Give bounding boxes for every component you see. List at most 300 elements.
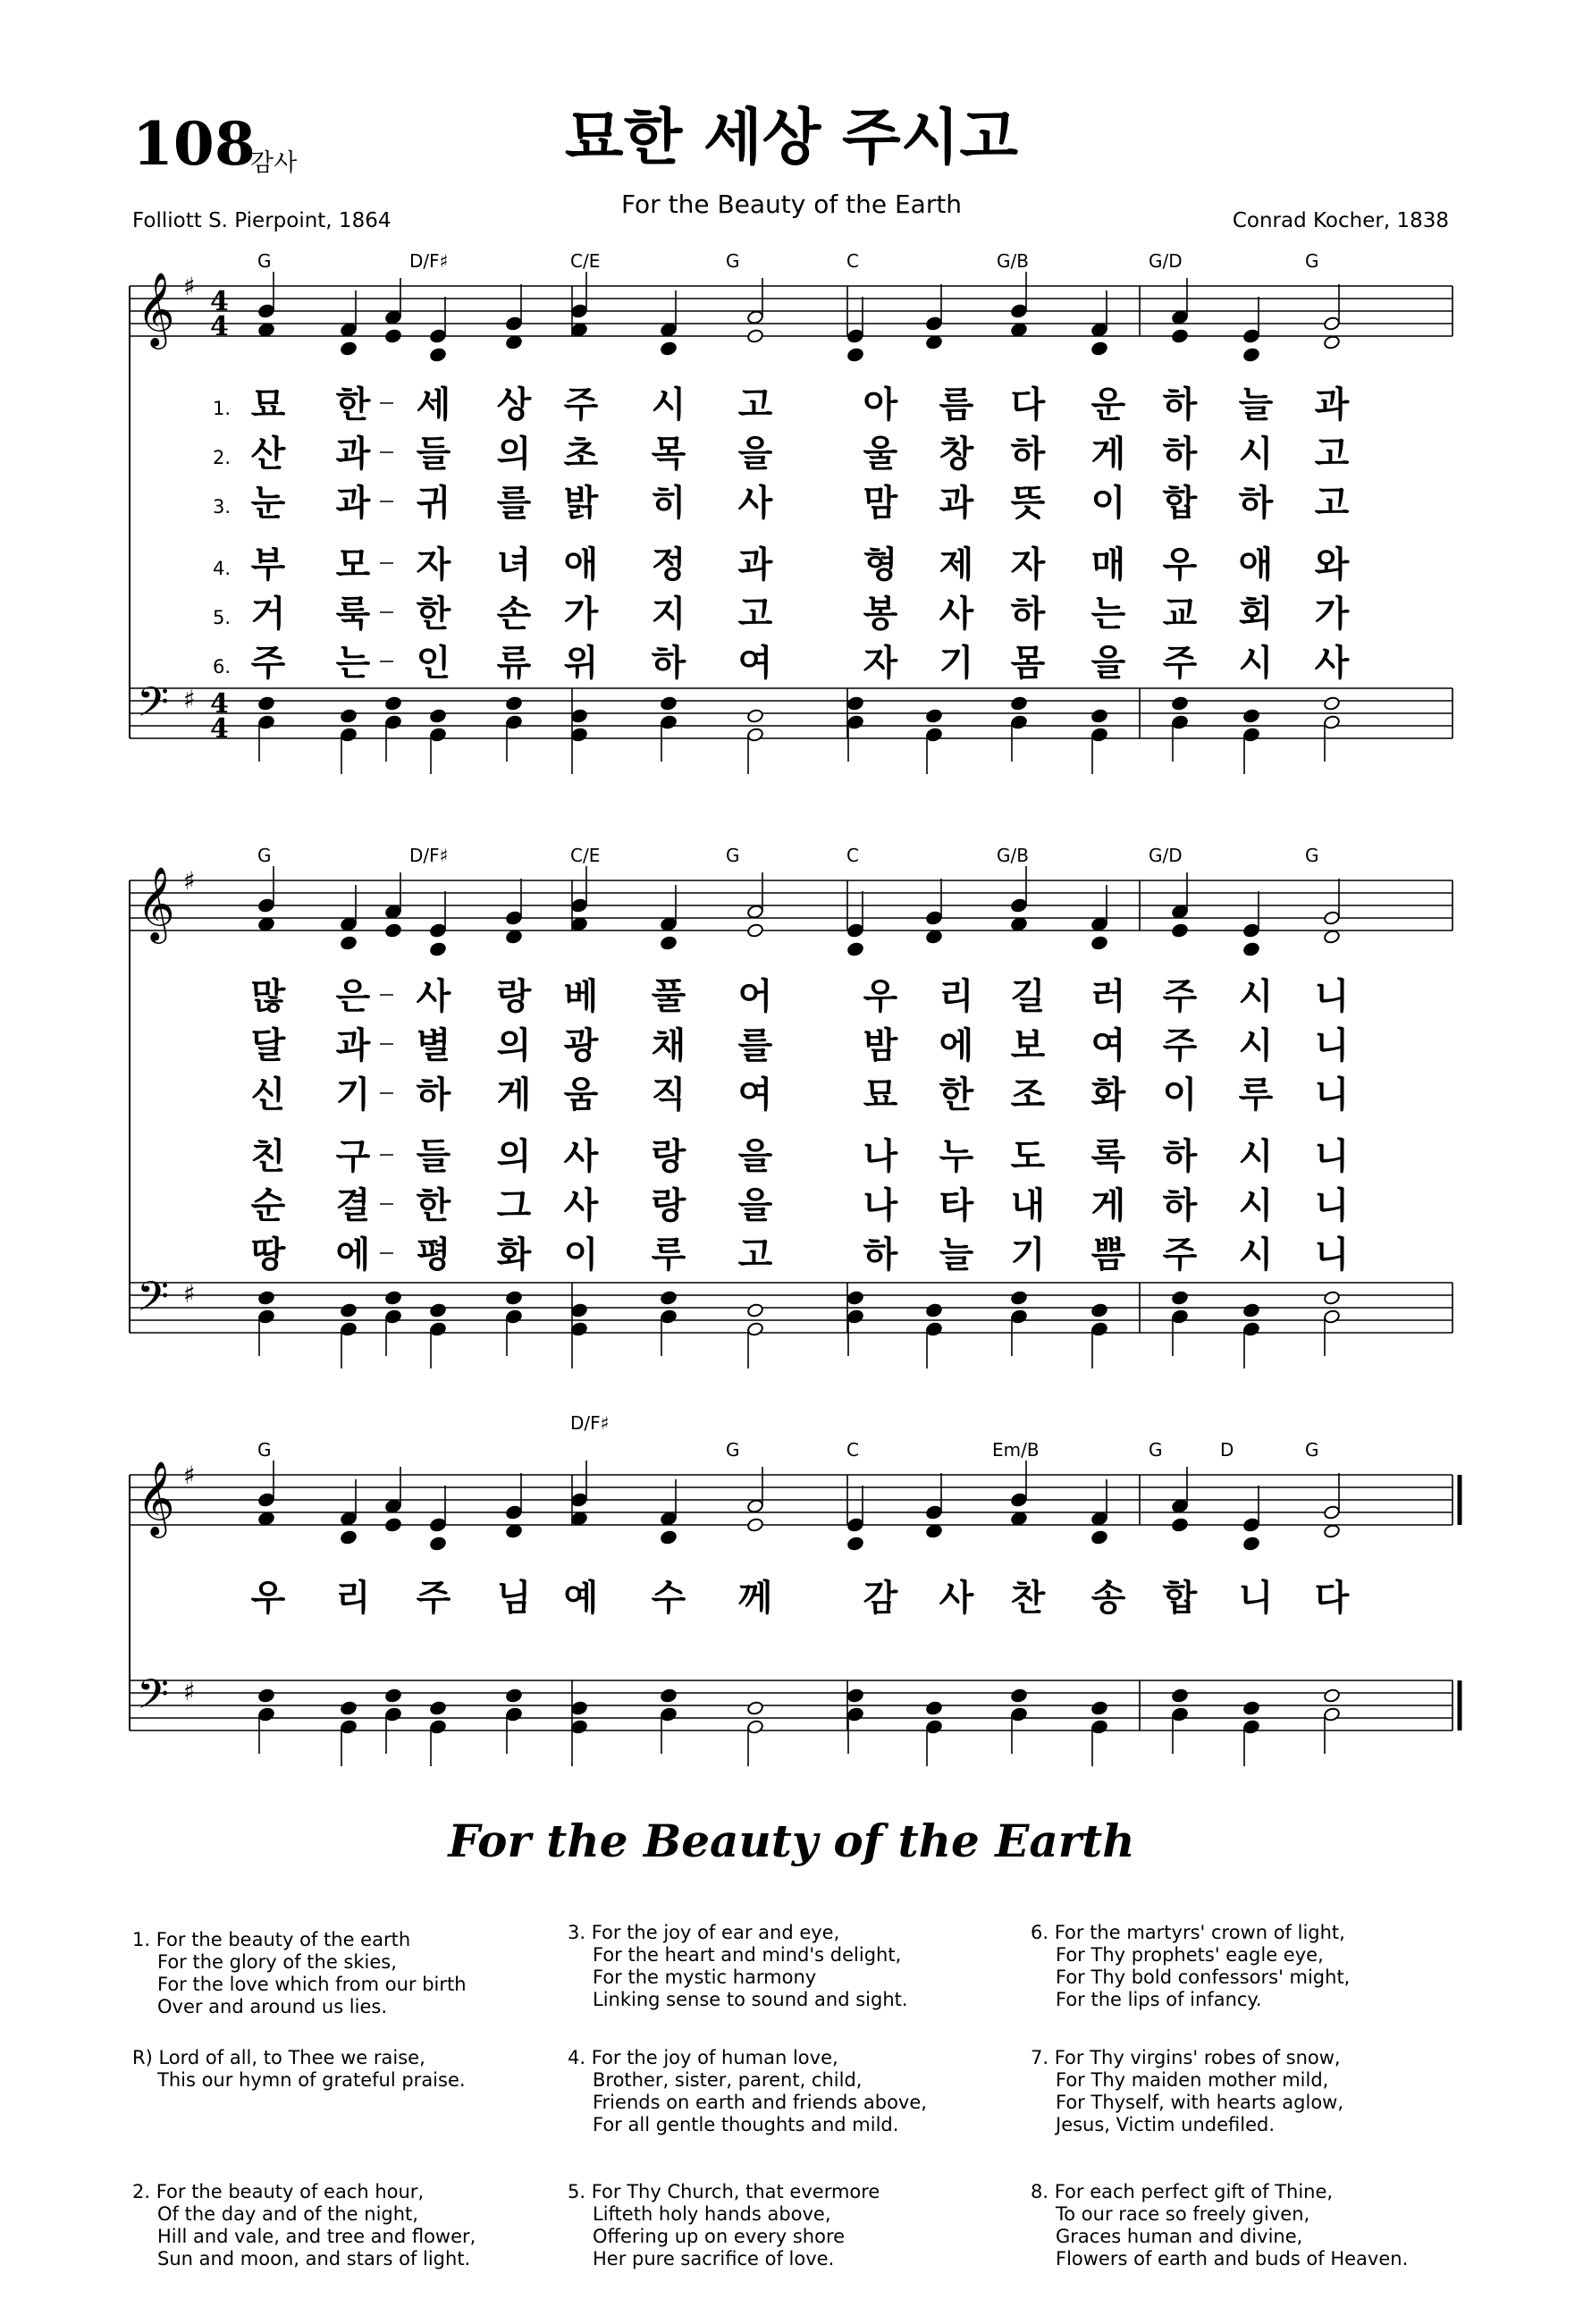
note-head — [660, 917, 677, 932]
lyric-syllable: 기 — [1010, 1234, 1046, 1276]
lyric-syllable: 보 — [1010, 1025, 1046, 1066]
note-head — [1242, 1303, 1259, 1318]
lyric-syllable: 베 — [563, 976, 599, 1017]
lyric-syllable: 합 — [1162, 483, 1198, 524]
note-head — [660, 696, 677, 712]
note-head — [846, 923, 863, 939]
lyric-syllable: 니 — [1314, 1025, 1350, 1066]
lyric-syllable: 감 — [863, 1578, 898, 1619]
lyric-syllable: 예 — [563, 1578, 599, 1619]
lyric-syllable: 하 — [416, 1074, 451, 1116]
chord-symbol: G — [1305, 250, 1319, 272]
lyric-syllable: 광 — [563, 1025, 599, 1066]
lyric-syllable: 교 — [1162, 594, 1198, 635]
lyric-syllable: 땅 — [250, 1234, 286, 1276]
lyric-syllable: 화 — [496, 1234, 532, 1276]
verse-number: 2. — [212, 447, 231, 468]
note-head — [257, 304, 274, 319]
note-head — [340, 323, 357, 338]
lyric-syllable: 사 — [939, 1578, 974, 1619]
lyric-syllable: 을 — [737, 1136, 773, 1177]
lyric-syllable: 사 — [416, 976, 451, 1017]
note-head — [846, 1309, 863, 1325]
note-head — [846, 1537, 863, 1552]
note-head — [1171, 923, 1188, 939]
note-head — [570, 917, 587, 932]
lyric-syllable: 그 — [496, 1185, 532, 1226]
note-head — [1090, 1701, 1107, 1716]
lyric-syllable: 어 — [737, 976, 773, 1017]
note-head — [1090, 1511, 1107, 1527]
lyric-syllable: 는 — [335, 643, 371, 684]
lyric-syllable: 봉 — [863, 594, 898, 635]
note-head — [1010, 1309, 1027, 1325]
lyric-syllable: 사 — [939, 594, 974, 635]
lyric-syllable: 기 — [939, 643, 974, 684]
note-head — [660, 715, 677, 730]
note-head — [340, 936, 357, 951]
lyric-syllable: 자 — [1010, 544, 1046, 585]
note-head — [1010, 1493, 1027, 1508]
note-head — [505, 335, 522, 350]
note-head — [1090, 1720, 1107, 1735]
note-head — [846, 329, 863, 344]
note-head — [746, 1322, 763, 1337]
lyric-syllable: 는 — [1090, 594, 1126, 635]
note-head — [1323, 1309, 1340, 1325]
note-head — [429, 1303, 446, 1318]
stanza-8: 8. For each perfect gift of Thine, To our race so freely given, Graces human and divine, Flowers of earth and buds of Heaven. — [1031, 2181, 1409, 2269]
note-head — [1242, 1537, 1259, 1552]
note-head — [384, 715, 401, 730]
note-head — [1242, 923, 1259, 939]
note-head — [340, 728, 357, 743]
lyric-syllable: 리 — [335, 1578, 371, 1619]
lyric-syllable: 리 — [939, 976, 974, 1017]
note-head — [660, 1707, 677, 1722]
note-head — [660, 341, 677, 357]
lyric-syllable: 랑 — [496, 976, 532, 1017]
treble-clef-icon: 𝄞 — [137, 271, 175, 346]
lyric-syllable: 시 — [1238, 1185, 1274, 1226]
note-head — [505, 696, 522, 712]
lyric-syllable: 하 — [1238, 483, 1274, 524]
lyric-syllable: 에 — [335, 1234, 371, 1276]
lyric-syllable: 니 — [1314, 1234, 1350, 1276]
note-head — [505, 911, 522, 926]
note-head — [1242, 1701, 1259, 1716]
lyric-syllable: 몸 — [1010, 643, 1046, 684]
lyric-syllable: 송 — [1090, 1578, 1126, 1619]
lyric-syllable: 나 — [863, 1136, 898, 1177]
lyric-syllable: 루 — [651, 1234, 686, 1276]
lyric-syllable: 애 — [563, 544, 599, 585]
lyric-syllable: 형 — [863, 544, 898, 585]
lyric-syllable: 시 — [1238, 1234, 1274, 1276]
lyric-syllable: 니 — [1238, 1578, 1274, 1619]
note-head — [340, 1701, 357, 1716]
bass-staff-1 — [130, 678, 1452, 774]
note-head — [1090, 1322, 1107, 1337]
note-head — [1171, 310, 1188, 325]
lyric-syllable: 우 — [1162, 544, 1198, 585]
chord-symbol: D — [1220, 1439, 1234, 1461]
lyricist: Folliott S. Pierpoint, 1864 — [132, 209, 392, 232]
chord-symbol: C — [846, 845, 859, 866]
chord-symbol: D/F♯ — [409, 250, 449, 272]
lyric-syllable: 은 — [335, 976, 371, 1017]
lyric-syllable: 랑 — [651, 1136, 686, 1177]
note-head — [846, 1518, 863, 1533]
lyric-syllable: 풀 — [651, 976, 686, 1017]
lyric-syllable: 밝 — [563, 483, 599, 524]
note-head — [384, 1688, 401, 1704]
note-head — [1010, 1291, 1027, 1306]
lyric-syllable: 도 — [1010, 1136, 1046, 1177]
lyric-syllable: 합 — [1162, 1578, 1198, 1619]
note-head — [846, 715, 863, 730]
note-head — [746, 1303, 763, 1318]
lyric-syllable: 하 — [651, 643, 686, 684]
lyric-syllable: 여 — [737, 1074, 773, 1116]
note-head — [1323, 930, 1340, 945]
lyric-syllable: 한 — [416, 1185, 451, 1226]
note-head — [257, 323, 274, 338]
lyric-syllable: 애 — [1238, 544, 1274, 585]
note-head — [429, 1537, 446, 1552]
lyric-syllable: 운 — [1090, 384, 1126, 425]
lyric-syllable: 의 — [496, 1136, 532, 1177]
note-head — [1171, 1291, 1188, 1306]
key-signature-sharp-icon: ♯ — [183, 1461, 196, 1490]
note-head — [429, 329, 446, 344]
note-head — [1010, 1688, 1027, 1704]
note-head — [925, 930, 942, 945]
lyric-syllable: 사 — [1314, 643, 1350, 684]
stanza-3: 3. For the joy of ear and eye, For the heart and mind's delight, For the mystic harmony Linking sense to sound and sight. — [568, 1922, 908, 2010]
chord-symbol: D/F♯ — [409, 845, 449, 866]
lyric-syllable: 하 — [1010, 434, 1046, 475]
lyric-syllable: 순 — [250, 1185, 286, 1226]
lyric-syllable: 과 — [1314, 384, 1350, 425]
lyric-syllable: 다 — [1010, 384, 1046, 425]
note-head — [1171, 1707, 1188, 1722]
lyric-syllable: 게 — [1090, 434, 1126, 475]
note-head — [570, 1701, 587, 1716]
note-head — [846, 696, 863, 712]
chord-symbol: G — [257, 845, 272, 866]
lyric-syllable: 위 — [563, 643, 599, 684]
note-head — [925, 911, 942, 926]
lyric-syllable: 거 — [250, 594, 286, 635]
lyric-syllable: 사 — [737, 483, 773, 524]
note-head — [257, 715, 274, 730]
lyric-syllable: 누 — [939, 1136, 974, 1177]
note-head — [1242, 1518, 1259, 1533]
lyric-syllable: 시 — [1238, 434, 1274, 475]
note-head — [746, 709, 763, 724]
composer: Conrad Kocher, 1838 — [1232, 209, 1449, 232]
note-head — [257, 1291, 274, 1306]
note-head — [384, 310, 401, 325]
note-head — [1010, 1707, 1027, 1722]
lyric-syllable: 창 — [939, 434, 974, 475]
lyric-syllable: 녀 — [496, 544, 532, 585]
note-head — [746, 923, 763, 939]
chord-symbol: C — [846, 1439, 859, 1461]
lyric-syllable: 니 — [1314, 1074, 1350, 1116]
hymn-subtitle: For the Beauty of the Earth — [620, 189, 963, 219]
note-head — [429, 348, 446, 363]
lyric-syllable: 아 — [863, 384, 898, 425]
lyric-syllable: 맘 — [863, 483, 898, 524]
note-head — [505, 1291, 522, 1306]
note-head — [1010, 304, 1027, 319]
chord-symbol: G/D — [1149, 250, 1183, 272]
note-head — [925, 709, 942, 724]
note-head — [257, 917, 274, 932]
note-head — [570, 728, 587, 743]
lyric-syllable: 러 — [1090, 976, 1126, 1017]
lyric-syllable: 친 — [250, 1136, 286, 1177]
lyric-syllable: 초 — [563, 434, 599, 475]
lyric-syllable: 가 — [1314, 594, 1350, 635]
note-head — [257, 1688, 274, 1704]
lyric-syllable: 눈 — [250, 483, 286, 524]
lyric-syllable: 주 — [250, 643, 286, 684]
treble-staff-2 — [130, 865, 1452, 956]
note-head — [570, 1303, 587, 1318]
note-head — [1010, 323, 1027, 338]
lyric-syllable: 과 — [737, 544, 773, 585]
chord-symbol: G/B — [997, 845, 1029, 866]
chord-symbol: D/F♯ — [570, 1412, 610, 1434]
stanza-1: 1. For the beauty of the earth For the glory of the skies, For the love which from our birth Over and around us lies. — [132, 1929, 467, 2017]
lyric-syllable: 들 — [416, 1136, 451, 1177]
lyric-syllable: 인 — [416, 643, 451, 684]
note-head — [660, 936, 677, 951]
note-head — [384, 905, 401, 920]
note-head — [570, 323, 587, 338]
note-head — [1010, 696, 1027, 712]
bass-clef-icon: 𝄢 — [137, 678, 170, 737]
note-head — [505, 1707, 522, 1722]
note-head — [1242, 329, 1259, 344]
note-head — [746, 905, 763, 920]
note-head — [429, 1322, 446, 1337]
note-head — [429, 923, 446, 939]
lyric-syllable: 묘 — [863, 1074, 898, 1116]
lyric-syllable: 자 — [863, 643, 898, 684]
key-signature-sharp-icon: ♯ — [183, 1677, 196, 1706]
note-head — [846, 1688, 863, 1704]
note-head — [925, 335, 942, 350]
chord-symbol: G — [726, 1439, 740, 1461]
lyric-syllable: 과 — [939, 483, 974, 524]
note-head — [429, 1720, 446, 1735]
lyric-syllable: 귀 — [416, 483, 451, 524]
lyric-syllable: 산 — [250, 434, 286, 475]
lyric-syllable: 시 — [1238, 1025, 1274, 1066]
lyric-syllable: 이 — [563, 1234, 599, 1276]
note-head — [746, 1701, 763, 1716]
note-head — [1242, 728, 1259, 743]
note-head — [1010, 917, 1027, 932]
note-head — [384, 923, 401, 939]
note-head — [925, 728, 942, 743]
key-signature-sharp-icon: ♯ — [183, 272, 196, 301]
note-head — [660, 1309, 677, 1325]
note-head — [1090, 917, 1107, 932]
note-head — [746, 1499, 763, 1514]
stanza-2: 2. For the beauty of each hour, Of the day and of the night, Hill and vale, and tree and flower, Sun and moon, and stars of light. — [132, 2181, 476, 2269]
chord-symbol: Em/B — [992, 1439, 1040, 1461]
lyric-syllable: 평 — [416, 1234, 451, 1276]
lyric-syllable: 직 — [651, 1074, 686, 1116]
lyric-syllable: 지 — [651, 594, 686, 635]
note-head — [1171, 1518, 1188, 1533]
lyric-syllable: 여 — [737, 643, 773, 684]
note-head — [1323, 911, 1340, 926]
lyric-syllable: 니 — [1314, 1136, 1350, 1177]
treble-clef-icon: 𝄞 — [137, 1460, 175, 1535]
note-head — [1171, 329, 1188, 344]
chord-symbol: G — [257, 1439, 272, 1461]
note-head — [1090, 341, 1107, 357]
lyric-syllable: 고 — [1314, 483, 1350, 524]
lyric-syllable: 시 — [651, 384, 686, 425]
lyric-syllable: 니 — [1314, 1185, 1350, 1226]
lyric-syllable: 신 — [250, 1074, 286, 1116]
bass-staff-3 — [130, 1671, 1452, 1766]
note-head — [925, 1322, 942, 1337]
note-head — [505, 1505, 522, 1520]
lyric-syllable: 룩 — [335, 594, 371, 635]
key-signature-sharp-icon: ♯ — [183, 685, 196, 714]
lyric-syllable: 에 — [939, 1025, 974, 1066]
verse-number: 3. — [212, 496, 231, 518]
lyric-syllable: 길 — [1010, 976, 1046, 1017]
note-head — [925, 1303, 942, 1318]
lyric-syllable: 니 — [1314, 976, 1350, 1017]
lyric-syllable: 여 — [1090, 1025, 1126, 1066]
lyric-syllable: 하 — [863, 1234, 898, 1276]
chord-symbol: C/E — [570, 250, 601, 272]
note-head — [1010, 898, 1027, 914]
lyric-syllable: 의 — [496, 1025, 532, 1066]
lyric-syllable: 주 — [1162, 1234, 1198, 1276]
hymn-number: 108 — [132, 109, 256, 179]
lyric-syllable: 조 — [1010, 1074, 1046, 1116]
note-head — [660, 1688, 677, 1704]
lyric-syllable: 시 — [1238, 1136, 1274, 1177]
refrain: R) Lord of all, to Thee we raise, This our hymn of grateful praise. — [132, 2047, 466, 2091]
bass-clef-icon: 𝄢 — [137, 1273, 170, 1331]
note-head — [505, 1688, 522, 1704]
note-head — [384, 1309, 401, 1325]
chord-symbol: G/B — [997, 250, 1029, 272]
lyric-syllable: 모 — [335, 544, 371, 585]
lyric-syllable: 이 — [1090, 483, 1126, 524]
time-signature-icon: 4 — [210, 286, 229, 317]
note-head — [384, 696, 401, 712]
chord-symbol: G — [1149, 1439, 1163, 1461]
note-head — [1090, 1530, 1107, 1545]
lyric-syllable: 게 — [1090, 1185, 1126, 1226]
note-head — [505, 316, 522, 332]
lyric-syllable: 하 — [1162, 1185, 1198, 1226]
lyric-syllable: 상 — [496, 384, 532, 425]
lyric-syllable: 를 — [496, 483, 532, 524]
lyric-syllable: 가 — [563, 594, 599, 635]
lyric-syllable: 하 — [1162, 434, 1198, 475]
treble-clef-icon: 𝄞 — [137, 865, 175, 940]
verse-number: 4. — [212, 558, 231, 579]
note-head — [660, 1530, 677, 1545]
lyric-syllable: 루 — [1238, 1074, 1274, 1116]
note-head — [1010, 715, 1027, 730]
note-head — [384, 1499, 401, 1514]
lyric-syllable: 별 — [416, 1025, 451, 1066]
note-head — [1090, 709, 1107, 724]
lyric-syllable: 주 — [1162, 643, 1198, 684]
note-head — [1242, 1322, 1259, 1337]
lyric-syllable: 한 — [939, 1074, 974, 1116]
note-head — [570, 1720, 587, 1735]
note-head — [1323, 1688, 1340, 1704]
note-head — [340, 917, 357, 932]
note-head — [925, 1701, 942, 1716]
stanza-6: 6. For the martyrs' crown of light, For Thy prophets' eagle eye, For Thy bold confessors' might, For the lips of infancy. — [1031, 1922, 1351, 2010]
lyric-syllable: 세 — [416, 384, 451, 425]
lyric-syllable: 회 — [1238, 594, 1274, 635]
note-head — [257, 1707, 274, 1722]
note-head — [846, 942, 863, 957]
note-head — [1010, 1511, 1027, 1527]
note-head — [570, 898, 587, 914]
key-signature-sharp-icon: ♯ — [183, 866, 196, 896]
note-head — [257, 1511, 274, 1527]
time-signature-icon: 4 — [210, 688, 229, 720]
lyric-syllable: 고 — [1314, 434, 1350, 475]
lyric-syllable: 을 — [737, 1185, 773, 1226]
lyric-syllable: 하 — [1162, 1136, 1198, 1177]
lyric-syllable: 고 — [737, 594, 773, 635]
lyric-syllable: 밤 — [863, 1025, 898, 1066]
note-head — [925, 316, 942, 332]
verse-number: 6. — [212, 656, 231, 678]
note-head — [1171, 905, 1188, 920]
lyric-syllable: 게 — [496, 1074, 532, 1116]
lyric-syllable: 화 — [1090, 1074, 1126, 1116]
note-head — [746, 1518, 763, 1533]
note-head — [1171, 1309, 1188, 1325]
lyric-syllable: 주 — [1162, 976, 1198, 1017]
note-head — [570, 304, 587, 319]
note-head — [384, 1518, 401, 1533]
note-head — [340, 1720, 357, 1735]
note-head — [660, 1511, 677, 1527]
lyric-syllable: 시 — [1238, 643, 1274, 684]
note-head — [257, 1493, 274, 1508]
note-head — [846, 1291, 863, 1306]
note-head — [1242, 348, 1259, 363]
lyric-syllable: 주 — [563, 384, 599, 425]
lyric-syllable: 우 — [250, 1578, 286, 1619]
bass-clef-icon: 𝄢 — [137, 1671, 170, 1729]
note-head — [1090, 1303, 1107, 1318]
lyric-syllable: 름 — [939, 384, 974, 425]
